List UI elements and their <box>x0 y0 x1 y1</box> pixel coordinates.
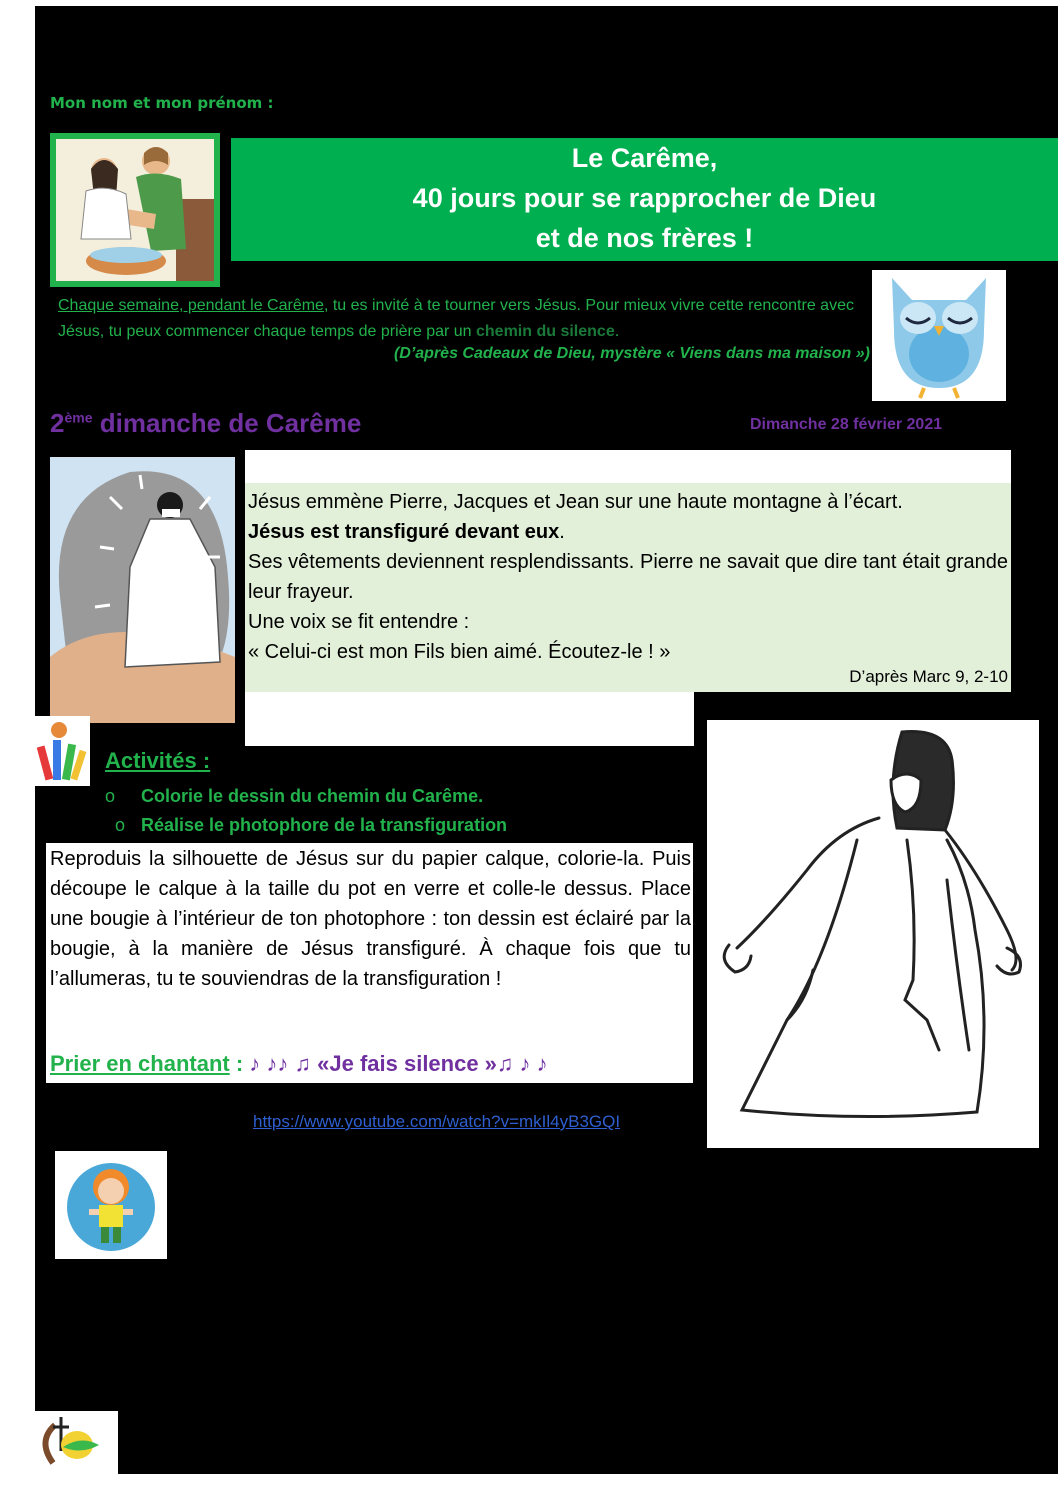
gospel-line-1: Jésus emmène Pierre, Jacques et Jean sur une haute montagne à l’écart. <box>248 491 903 513</box>
child-icon <box>55 1151 167 1259</box>
intro-bold: chemin du silence <box>476 323 615 340</box>
gospel-block <box>245 483 1011 692</box>
intro-text-1: , tu es invité à te tourner vers Jésus. Pour mieux vivre cette rencontre avec Jésus, tu peux commencer chaque temps de prière par un <box>58 297 854 340</box>
name-label: Mon nom et mon prénom : <box>50 94 274 112</box>
pencils-icon <box>35 716 90 786</box>
title-line-3: et de nos frères ! <box>535 223 754 253</box>
intro-paragraph <box>58 293 870 345</box>
gospel-line-2-bold: Jésus est transfiguré devant eux <box>248 521 560 543</box>
sunday-superscript: ème <box>64 409 93 426</box>
gospel-line-3: Ses vêtements deviennent resplendissants. Pierre ne savait que dire tant était grande leur frayeur. <box>248 551 1008 603</box>
parish-logo <box>35 1411 118 1474</box>
activity-instructions-box <box>46 843 693 1083</box>
youtube-link[interactable]: https://www.youtube.com/watch?v=mkIl4yB3GQI <box>253 1112 621 1131</box>
activity-item-1-text: Colorie le dessin du chemin du Carême. <box>141 786 484 806</box>
activities-heading <box>105 748 210 774</box>
sunday-date: Dimanche 28 février 2021 <box>750 416 943 433</box>
activities-title: Activités <box>105 748 197 773</box>
title-banner <box>231 138 1058 261</box>
title-line-1: Le Carême, <box>571 143 718 173</box>
transfiguration-illustration <box>50 457 235 723</box>
gospel-line-5: « Celui-ci est mon Fils bien aimé. Écoutez-le ! » <box>248 641 671 663</box>
intro-source: (D’après Cadeaux de Dieu, mystère « Viens dans ma maison ») <box>393 345 870 362</box>
bullet-marker: o <box>105 786 116 806</box>
activity-item-2 <box>115 815 507 836</box>
jesus-washing-feet-illustration <box>50 133 220 287</box>
activities-colon: : <box>196 748 211 773</box>
gospel-line-2-end: . <box>559 521 565 543</box>
pray-label: Prier en chantant <box>50 1051 230 1076</box>
title-line-2: 40 jours pour se rapprocher de Dieu <box>412 183 877 213</box>
pray-colon: : <box>229 1051 250 1076</box>
sunday-label: dimanche de Carême <box>92 408 362 438</box>
pray-line <box>50 1051 548 1077</box>
music-notes-icon: ♫ ♪ ♪ <box>496 1051 548 1076</box>
music-notes-icon: ♪ ♪♪ ♫ <box>249 1051 318 1076</box>
gospel-line-4: Une voix se fit entendre : <box>248 611 470 633</box>
owl-icon <box>872 270 1006 401</box>
activity-item-1 <box>105 786 483 807</box>
activity-item-2-text: Réalise le photophore de la transfiguration <box>141 815 508 835</box>
activity-instructions: Reproduis la silhouette de Jésus sur du papier calque, colorie-la. Puis découpe le calque à la taille du pot en verre et colle-le dessus. Place une bougie à l’intérieur de ton photophore : ton dessin est éclairé par la bougie, à la manière de Jésus transfiguré. À chaque fois que tu l’allumeras, tu te souviendras de la transfiguration ! <box>50 848 691 990</box>
gospel-source: D’après Marc 9, 2-10 <box>849 667 1008 686</box>
intro-text-2: . <box>614 323 620 340</box>
song-title: «Je fais silence » <box>317 1051 497 1076</box>
intro-underlined: Chaque semaine, pendant le Carême <box>58 297 324 314</box>
sunday-number: 2 <box>50 408 65 438</box>
bullet-marker: o <box>115 815 126 835</box>
sunday-heading <box>50 408 361 439</box>
jesus-silhouette-drawing <box>707 720 1039 1148</box>
gospel-line-2 <box>248 517 1008 547</box>
